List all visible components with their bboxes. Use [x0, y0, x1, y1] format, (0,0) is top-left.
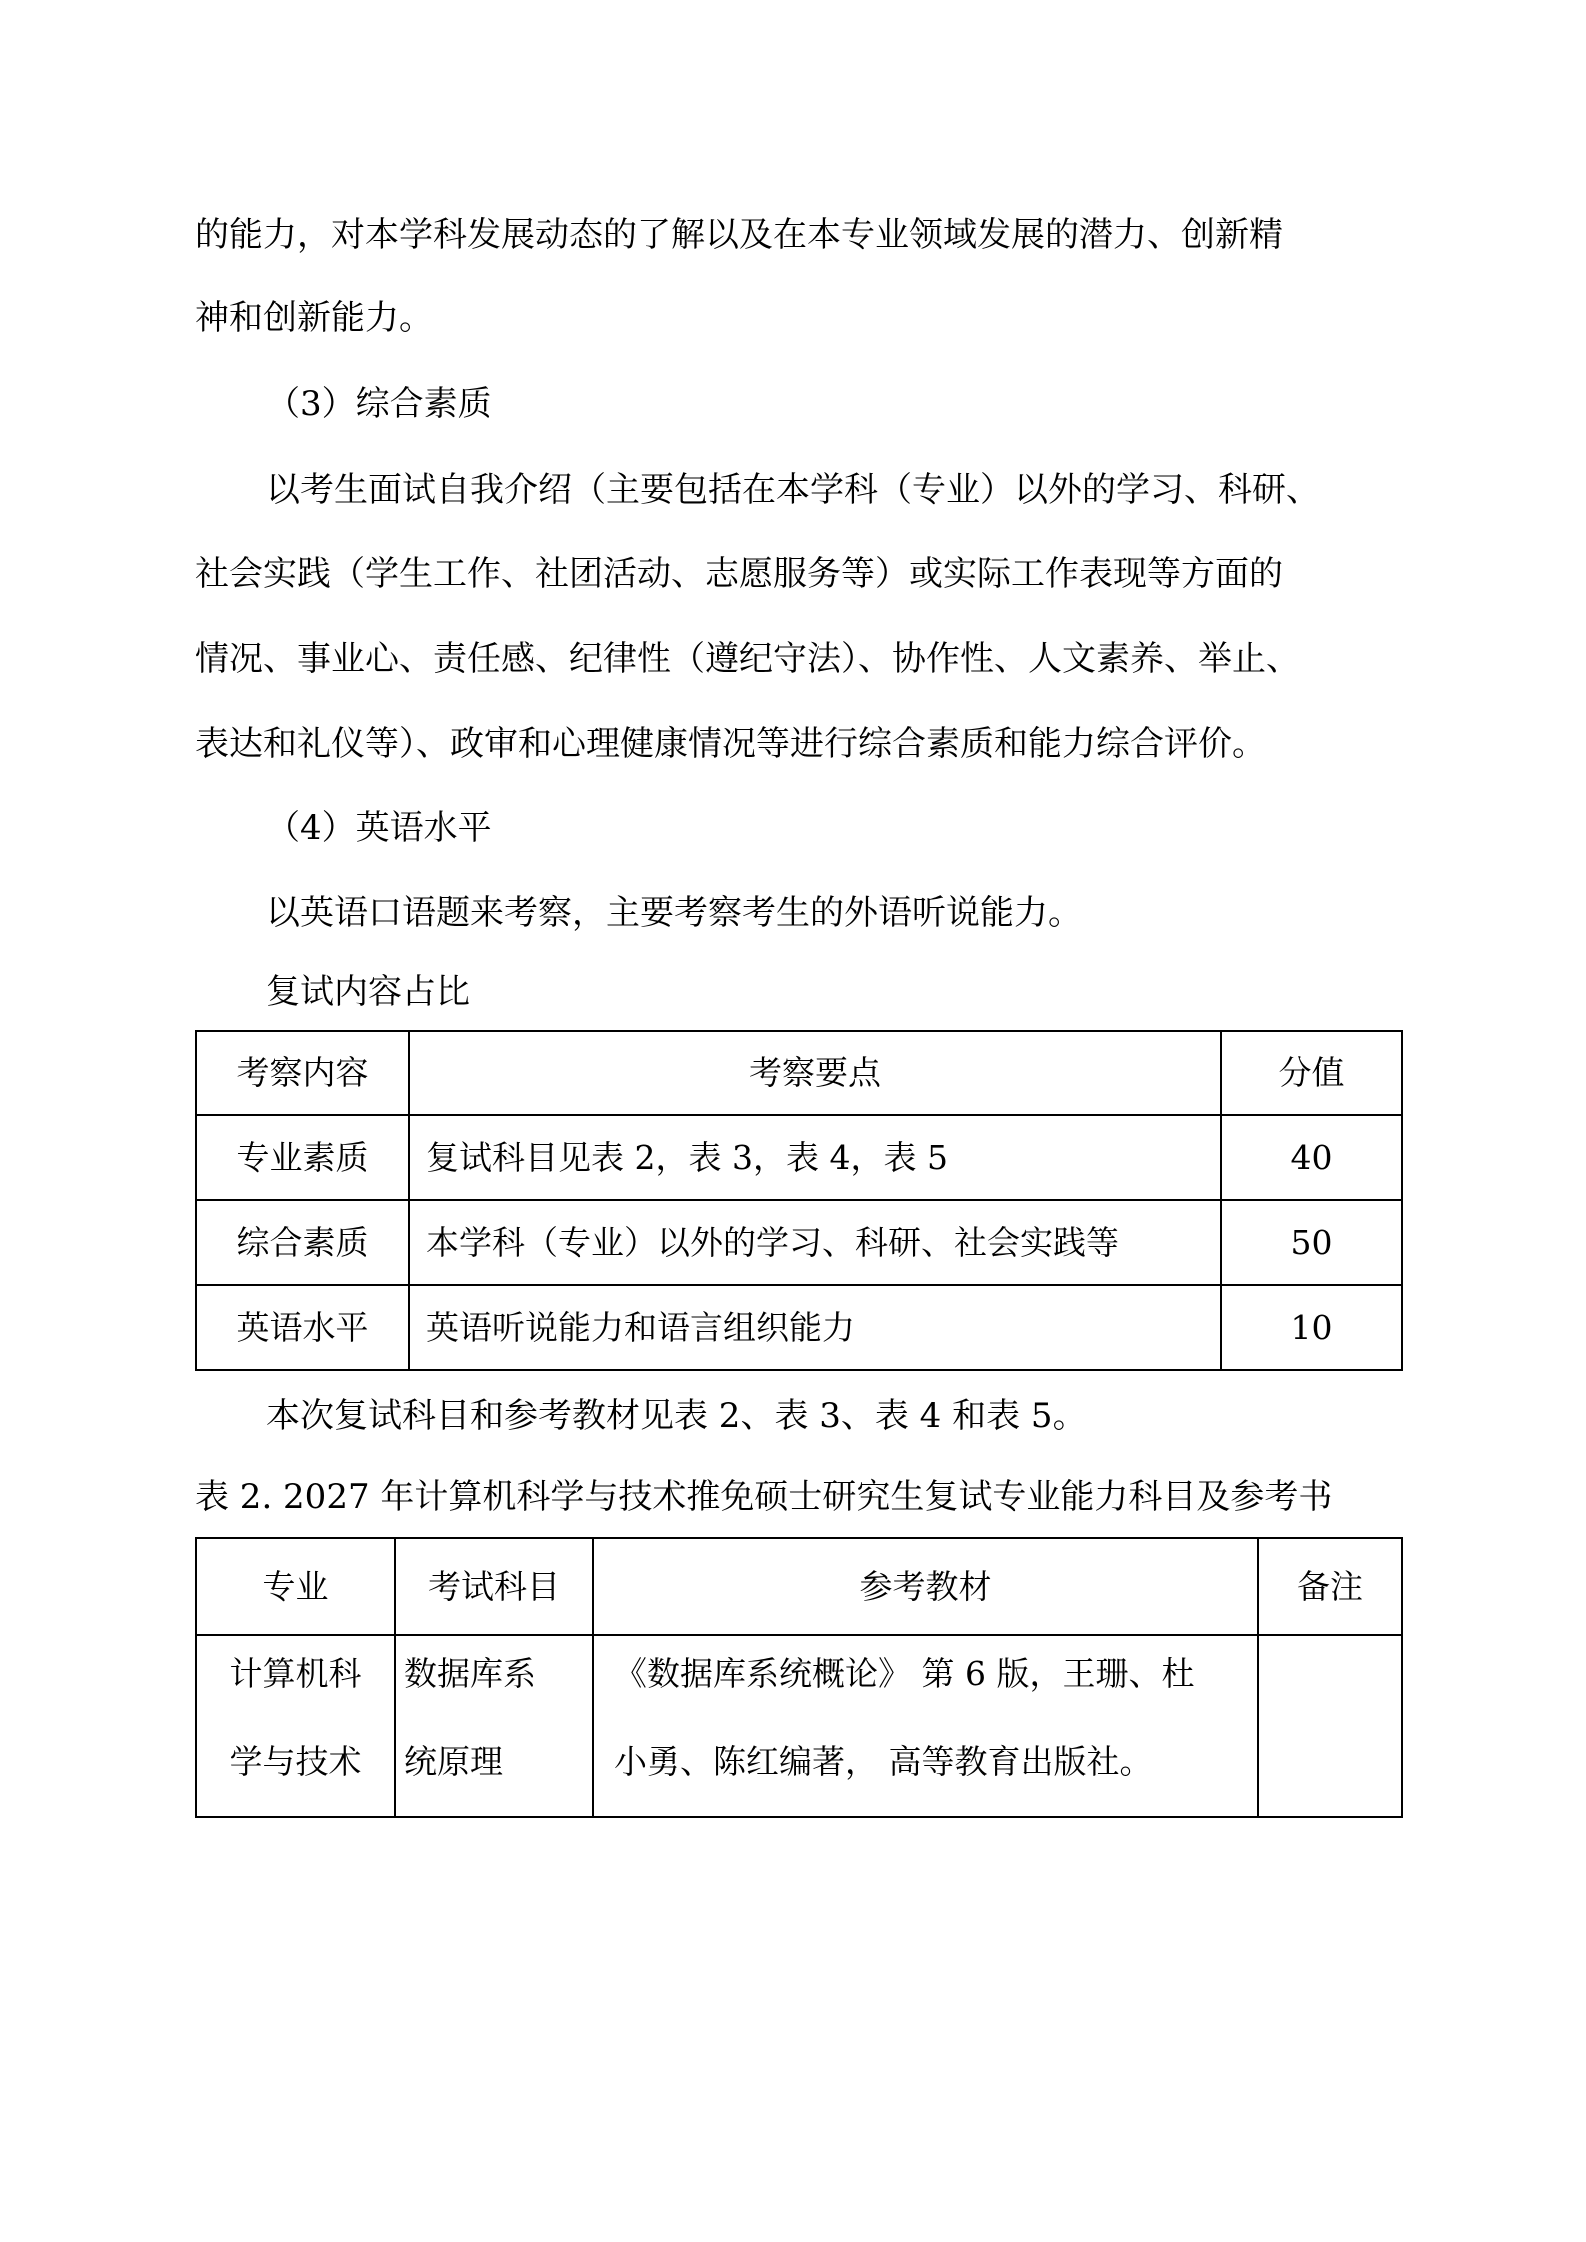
table-cell: 40 — [1221, 1115, 1402, 1200]
cell-line: 小勇、陈红编著， 高等教育出版社。 — [614, 1742, 1153, 1781]
table-header-row — [196, 1031, 1402, 1115]
paragraph-line: 本次复试科目和参考教材见表 2、表 3、表 4 和表 5。 — [266, 1396, 1087, 1436]
table-header-row — [196, 1538, 1402, 1635]
table-row — [196, 1635, 1402, 1817]
table-caption: 复试内容占比 — [266, 972, 470, 1012]
table-header-cell: 参考教材 — [593, 1538, 1258, 1635]
cell-line: 统原理 — [404, 1742, 503, 1781]
subject-cell — [395, 1635, 593, 1817]
table-row — [196, 1115, 1402, 1200]
table-header-cell: 考试科目 — [395, 1538, 593, 1635]
table-header-cell: 专业 — [196, 1538, 395, 1635]
table-caption: 表 2. 2027 年计算机科学与技术推免硕士研究生复试专业能力科目及参考书 — [195, 1477, 1333, 1517]
table-row — [196, 1285, 1402, 1370]
cell-line: 学与技术 — [229, 1742, 362, 1781]
paragraph-line: 以英语口语题来考察，主要考察考生的外语听说能力。 — [266, 893, 1082, 933]
table-header-cell: 考察内容 — [196, 1031, 409, 1115]
table-cell: 综合素质 — [196, 1200, 409, 1285]
paragraph-line: 的能力，对本学科发展动态的了解以及在本专业领域发展的潜力、创新精 — [195, 215, 1283, 255]
table-header-cell: 分值 — [1221, 1031, 1402, 1115]
textbook-cell — [593, 1635, 1258, 1817]
exam-subject-table — [195, 1537, 1403, 1818]
major-cell — [196, 1635, 395, 1817]
score-weight-table — [195, 1030, 1403, 1371]
cell-line: 《数据库系统概论》 第 6 版，王珊、杜 — [614, 1654, 1195, 1693]
table-cell: 专业素质 — [196, 1115, 409, 1200]
table-cell: 英语听说能力和语言组织能力 — [409, 1285, 1221, 1370]
table-cell: 本学科（专业）以外的学习、科研、社会实践等 — [409, 1200, 1221, 1285]
table-cell: 10 — [1221, 1285, 1402, 1370]
section-heading: （4）英语水平 — [266, 808, 492, 848]
table-cell: 复试科目见表 2，表 3，表 4，表 5 — [409, 1115, 1221, 1200]
table-header-cell: 考察要点 — [409, 1031, 1221, 1115]
table-cell: 50 — [1221, 1200, 1402, 1285]
note-cell — [1258, 1635, 1402, 1817]
table-row — [196, 1200, 1402, 1285]
paragraph-line: 表达和礼仪等）、政审和心理健康情况等进行综合素质和能力综合评价。 — [195, 724, 1266, 764]
cell-line: 数据库系 — [404, 1654, 536, 1693]
paragraph-line: 神和创新能力。 — [195, 298, 433, 338]
paragraph-line: 情况、事业心、责任感、纪律性（遵纪守法）、协作性、人文素养、举止、 — [195, 639, 1300, 679]
section-heading: （3）综合素质 — [266, 384, 492, 424]
table-cell: 英语水平 — [196, 1285, 409, 1370]
paragraph-line: 社会实践（学生工作、社团活动、志愿服务等）或实际工作表现等方面的 — [195, 554, 1283, 594]
paragraph-line: 以考生面试自我介绍（主要包括在本学科（专业）以外的学习、科研、 — [266, 470, 1320, 510]
table-header-cell: 备注 — [1258, 1538, 1402, 1635]
cell-line: 计算机科 — [229, 1654, 362, 1693]
